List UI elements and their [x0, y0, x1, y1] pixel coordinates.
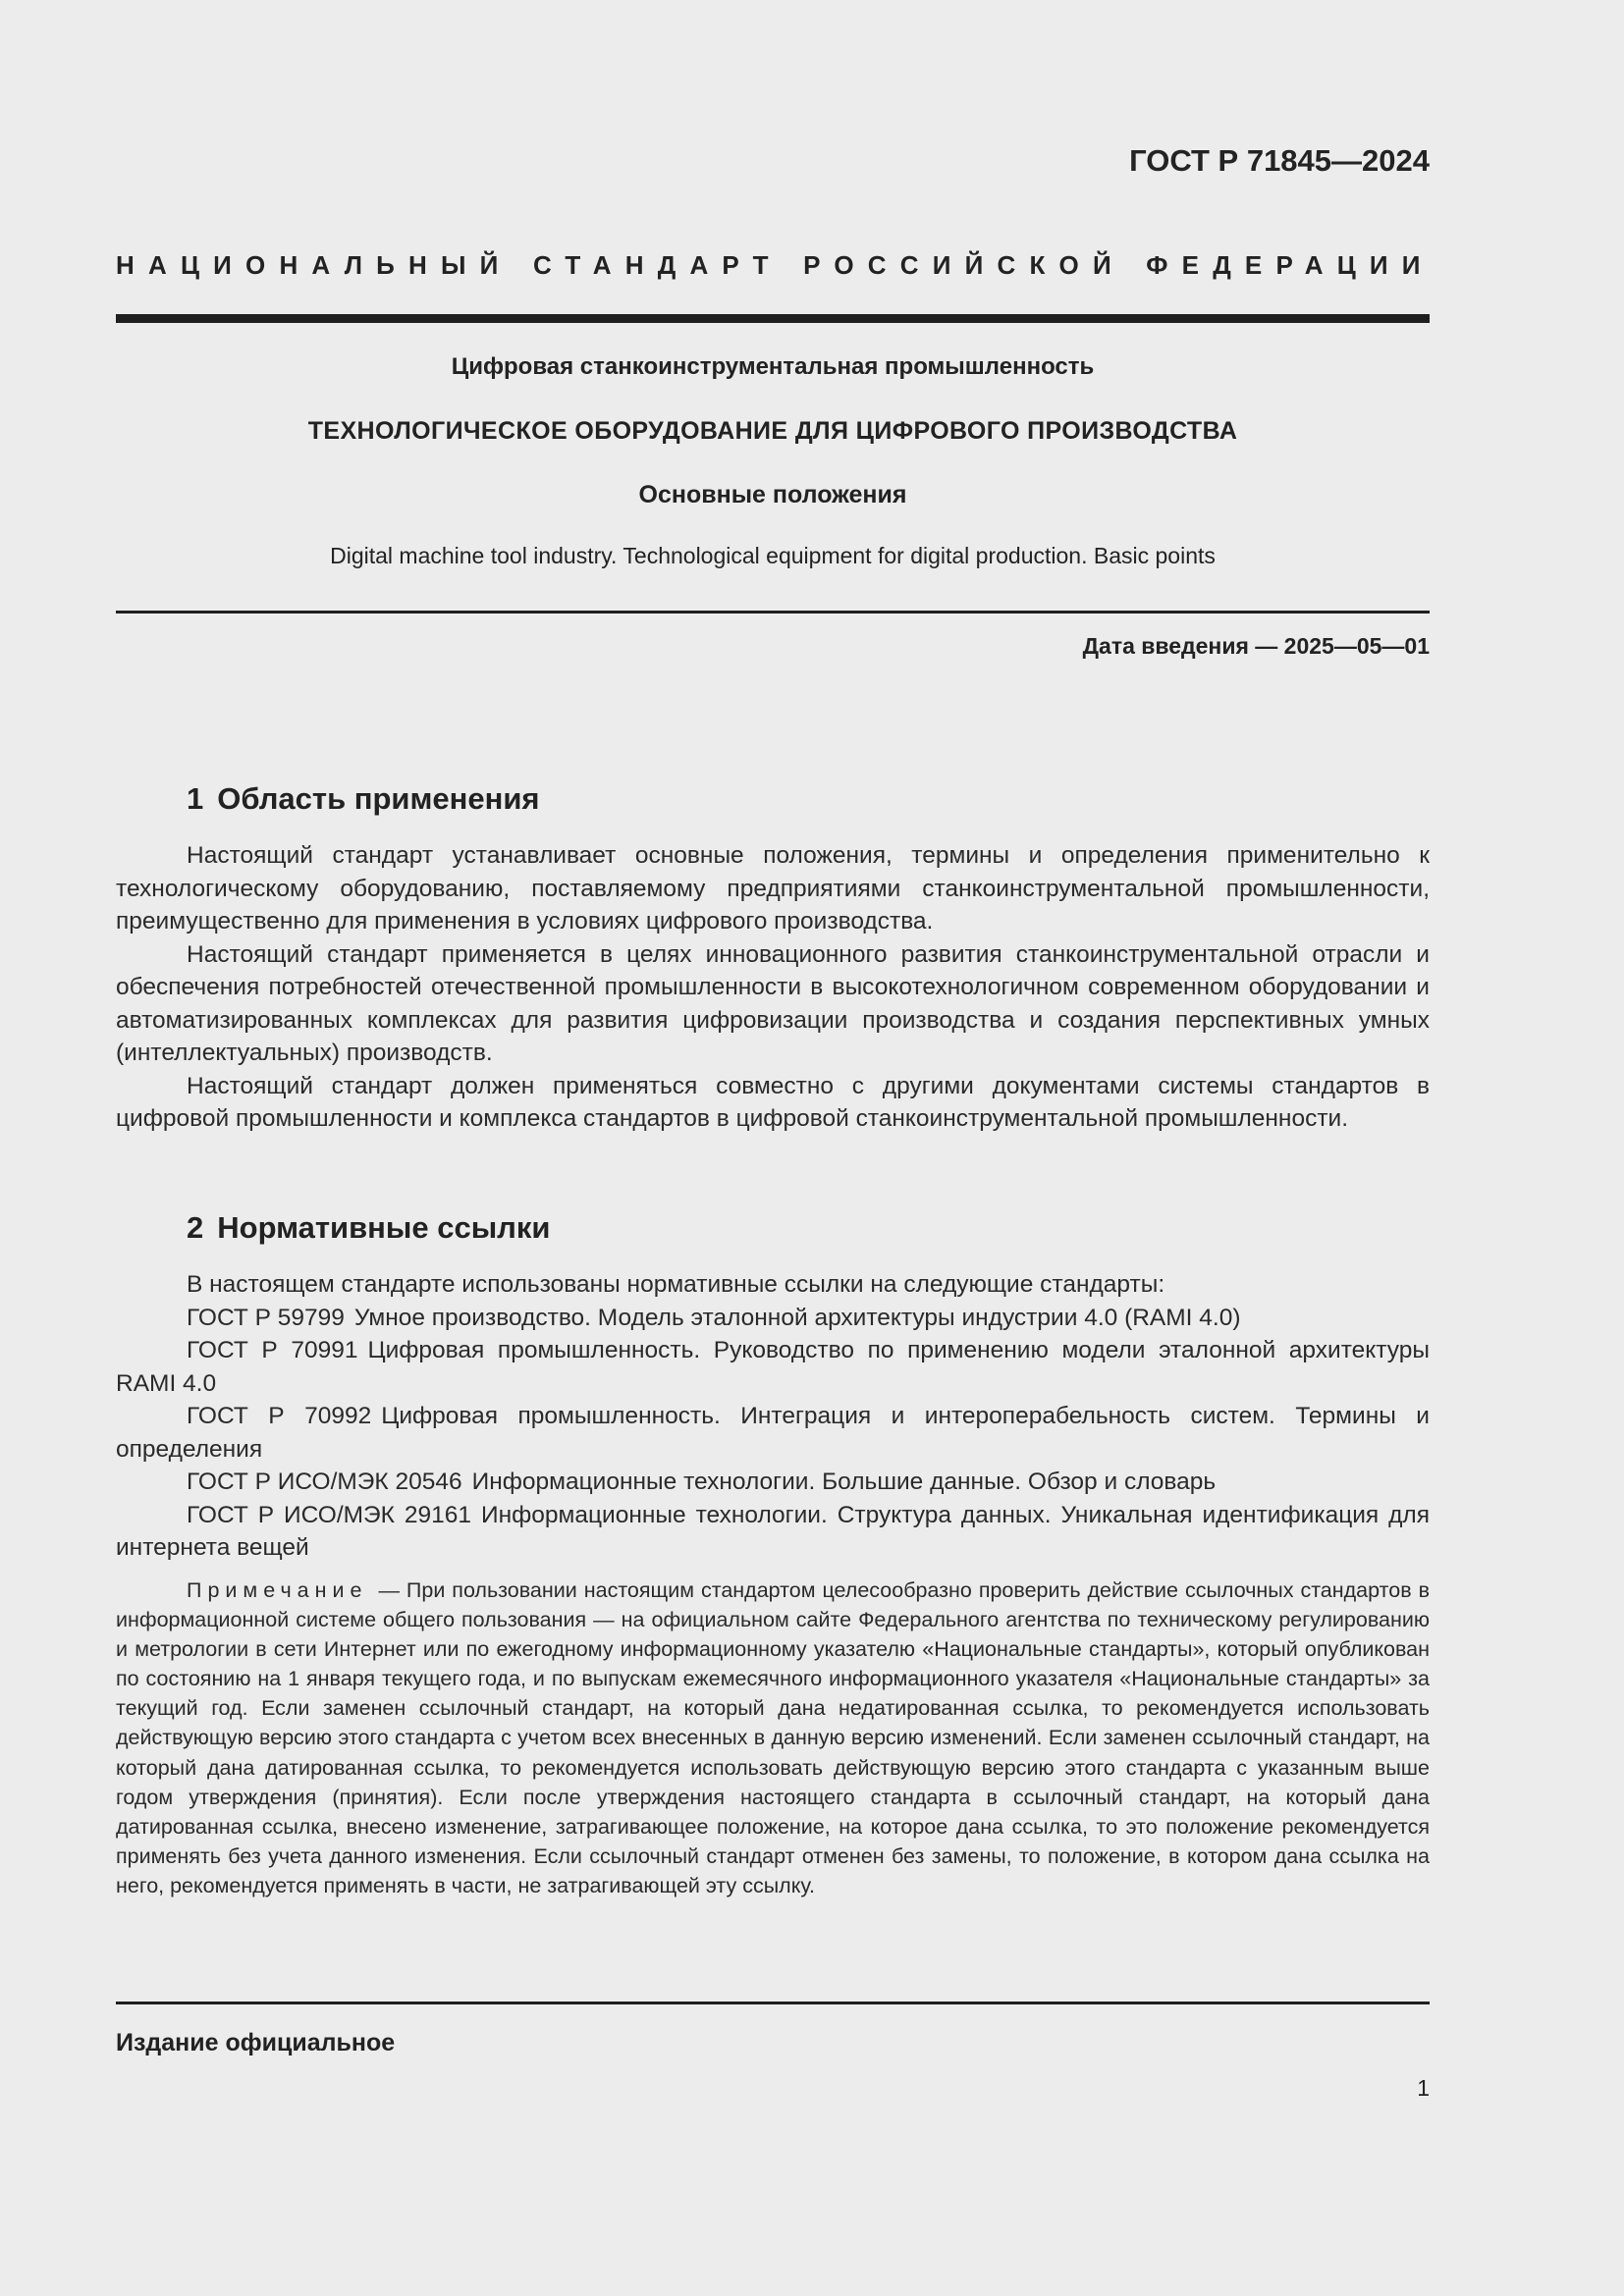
paragraph: Настоящий стандарт устанавливает основные положения, термины и определения применительно к технологическому оборудованию, поставляемому предприятиями станкоинструментальной промышленности, преимущественно для применения в условиях цифрового производства.: [116, 842, 1430, 934]
reference-text: Цифровая промышленность. Интеграция и интероперабельность систем. Термины и определения: [116, 1403, 1430, 1463]
title-basic-points: Основные положения: [638, 481, 907, 508]
reference-item: [116, 1400, 1430, 1466]
reference-code: ГОСТ Р ИСО/МЭК 20546: [187, 1468, 462, 1495]
title-subtitle: Цифровая станкоинструментальная промышленность: [451, 353, 1095, 380]
national-standard-heading: НАЦИОНАЛЬНЫЙ СТАНДАРТ РОССИЙСКОЙ ФЕДЕРАЦИИ: [116, 250, 1435, 280]
reference-text: Цифровая промышленность. Руководство по применению модели эталонной архитектуры RAMI 4.0: [116, 1337, 1430, 1397]
section-1-heading: [187, 781, 540, 817]
section-1-body: [116, 839, 1430, 1136]
reference-code: ГОСТ Р 70992: [187, 1403, 372, 1429]
document-code: ГОСТ Р 71845—2024: [1129, 143, 1430, 178]
reference-item: [116, 1466, 1430, 1499]
introduction-date: Дата введения — 2025—05—01: [1082, 633, 1430, 659]
title-main: ТЕХНОЛОГИЧЕСКОЕ ОБОРУДОВАНИЕ ДЛЯ ЦИФРОВОГО ПРОИЗВОДСТВА: [307, 417, 1238, 445]
reference-item: [116, 1334, 1430, 1400]
normative-references: [116, 1268, 1430, 1565]
reference-code: ГОСТ Р ИСО/МЭК 29161: [187, 1501, 471, 1528]
section-2-number: 2: [187, 1210, 204, 1245]
note-text: — При пользовании настоящим стандартом целесообразно проверить действие ссылочных стандартов в информационной системе общего пользования — на официальном сайте Федерального агентства по техническому регулированию и метрологии в сети Интернет или по ежегодному информационному указателю «Национальные стандарты», который опубликован по состоянию на 1 января текущего года, и по выпускам ежемесячного информационного указателя «Национальные стандарты» за текущий год. Если заменен ссылочный стандарт, на который дана недатированная ссылка, то рекомендуется использовать действующую версию этого стандарта с учетом всех внесенных в данную версию изменений. Если заменен ссылочный стандарт, на который дана датированная ссылка, то рекомендуется использовать действующую версию этого стандарта с указанным выше годом утверждения (принятия). Если после утверждения настоящего стандарта в ссылочный стандарт, на который дана датированная ссылка, внесено изменение, затрагивающее положение, на которое дана ссылка, то это положение рекомендуется применять без учета данного изменения. Если ссылочный стандарт отменен без замены, то положение, в котором дана ссылка на него, рекомендуется применять в части, не затрагивающей эту ссылку.: [116, 1578, 1431, 1897]
section-2-title: Нормативные ссылки: [217, 1210, 551, 1245]
reference-item: [116, 1302, 1430, 1335]
official-edition-label: Издание официальное: [116, 2029, 396, 2056]
title-rule: [116, 611, 1430, 614]
note-label: Примечание: [187, 1578, 368, 1602]
reference-code: ГОСТ Р 59799: [187, 1304, 345, 1331]
paragraph: Настоящий стандарт должен применяться совместно с другими документами системы стандартов в цифровой промышленности и комплекса стандартов в цифровой станкоинструментальной промышленности.: [116, 1072, 1430, 1132]
header-rule: [116, 314, 1430, 323]
reference-text: Умное производство. Модель эталонной архитектуры индустрии 4.0 (RAMI 4.0): [353, 1304, 1241, 1331]
paragraph: Настоящий стандарт применяется в целях инновационного развития станкоинструментальной отрасли и обеспечения потребностей отечественной промышленности в высокотехнологичном современном оборудовании и автоматизированных комплексах для развития цифровизации производства и создания перспективных умных (интеллектуальных) производств.: [116, 940, 1430, 1066]
section-1-number: 1: [187, 781, 204, 816]
reference-text: Информационные технологии. Структура данных. Уникальная идентификация для интернета вещей: [116, 1501, 1430, 1561]
references-note: [116, 1575, 1430, 1900]
footer-rule: [116, 2002, 1430, 2004]
references-intro: В настоящем стандарте использованы нормативные ссылки на следующие стандарты:: [187, 1271, 1165, 1298]
reference-item: [116, 1499, 1430, 1565]
page-number: 1: [1417, 2075, 1430, 2101]
section-1-title: Область применения: [217, 781, 540, 816]
reference-code: ГОСТ Р 70991: [187, 1337, 358, 1363]
section-2-heading: [187, 1210, 550, 1246]
title-english: Digital machine tool industry. Technological equipment for digital production. Basic points: [330, 543, 1216, 568]
reference-text: Информационные технологии. Большие данные. Обзор и словарь: [471, 1468, 1217, 1495]
